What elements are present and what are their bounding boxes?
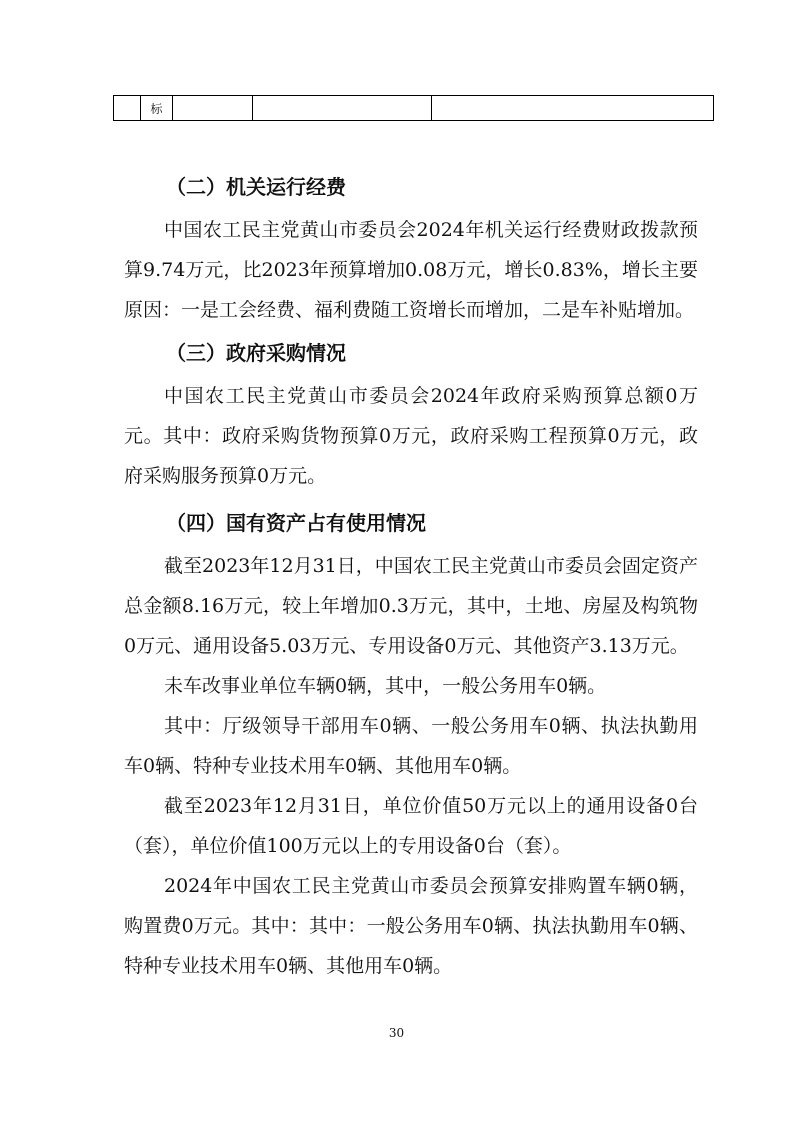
table-cell [253, 96, 432, 121]
page-number: 30 [388, 1026, 405, 1040]
paragraph-fixed-assets: 截至2023年12月31日，中国农工民主党黄山市委员会固定资产总金额8.16万元，较上年增加0.3万元，其中，土地、房屋及构筑物0万元、通用设备5.03万元、专用设备0万元、其他资产3.13万元。 [124, 555, 698, 657]
paragraph-vehicles-breakdown: 其中：厅级领导干部用车0辆、一般公务用车0辆、执法执勤用车0辆、特种专业技术用车0辆、其他用车0辆。 [124, 715, 698, 777]
paragraph-vehicles-unreformed: 未车改事业单位车辆0辆，其中，一般公务用车0辆。 [164, 675, 607, 697]
table-row [114, 96, 714, 121]
body-content [124, 164, 698, 986]
paragraph-vehicle-purchase: 2024年中国农工民主党黄山市委员会预算安排购置车辆0辆，购置费0万元。其中：其中：一般公务用车0辆、执法执勤用车0辆、特种专业技术用车0辆、其他用车0辆。 [124, 875, 698, 977]
paragraph-government-procurement: 中国农工民主党黄山市委员会2024年政府采购预算总额0万元。其中：政府采购货物预算0万元，政府采购工程预算0万元，政府采购服务预算0万元。 [124, 385, 698, 487]
paragraph-operating-expenses: 中国农工民主党黄山市委员会2024年机关运行经费财政拨款预算9.74万元，比2023年预算增加0.08万元，增长0.83%，增长主要原因：一是工会经费、福利费随工资增长而增加，二是车补贴增加。 [124, 219, 698, 321]
paragraph-equipment: 截至2023年12月31日，单位价值50万元以上的通用设备0台（套），单位价值100万元以上的专用设备0台（套）。 [124, 795, 698, 857]
table-cell [114, 96, 141, 121]
table-fragment [113, 95, 714, 121]
section-heading-state-assets: （四）国有资产占有使用情况 [166, 511, 426, 535]
table-cell [173, 96, 253, 121]
table-cell [432, 96, 714, 121]
table-cell: 标 [141, 96, 173, 121]
section-heading-operating-expenses: （二）机关运行经费 [166, 175, 346, 199]
section-heading-government-procurement: （三）政府采购情况 [166, 341, 346, 365]
